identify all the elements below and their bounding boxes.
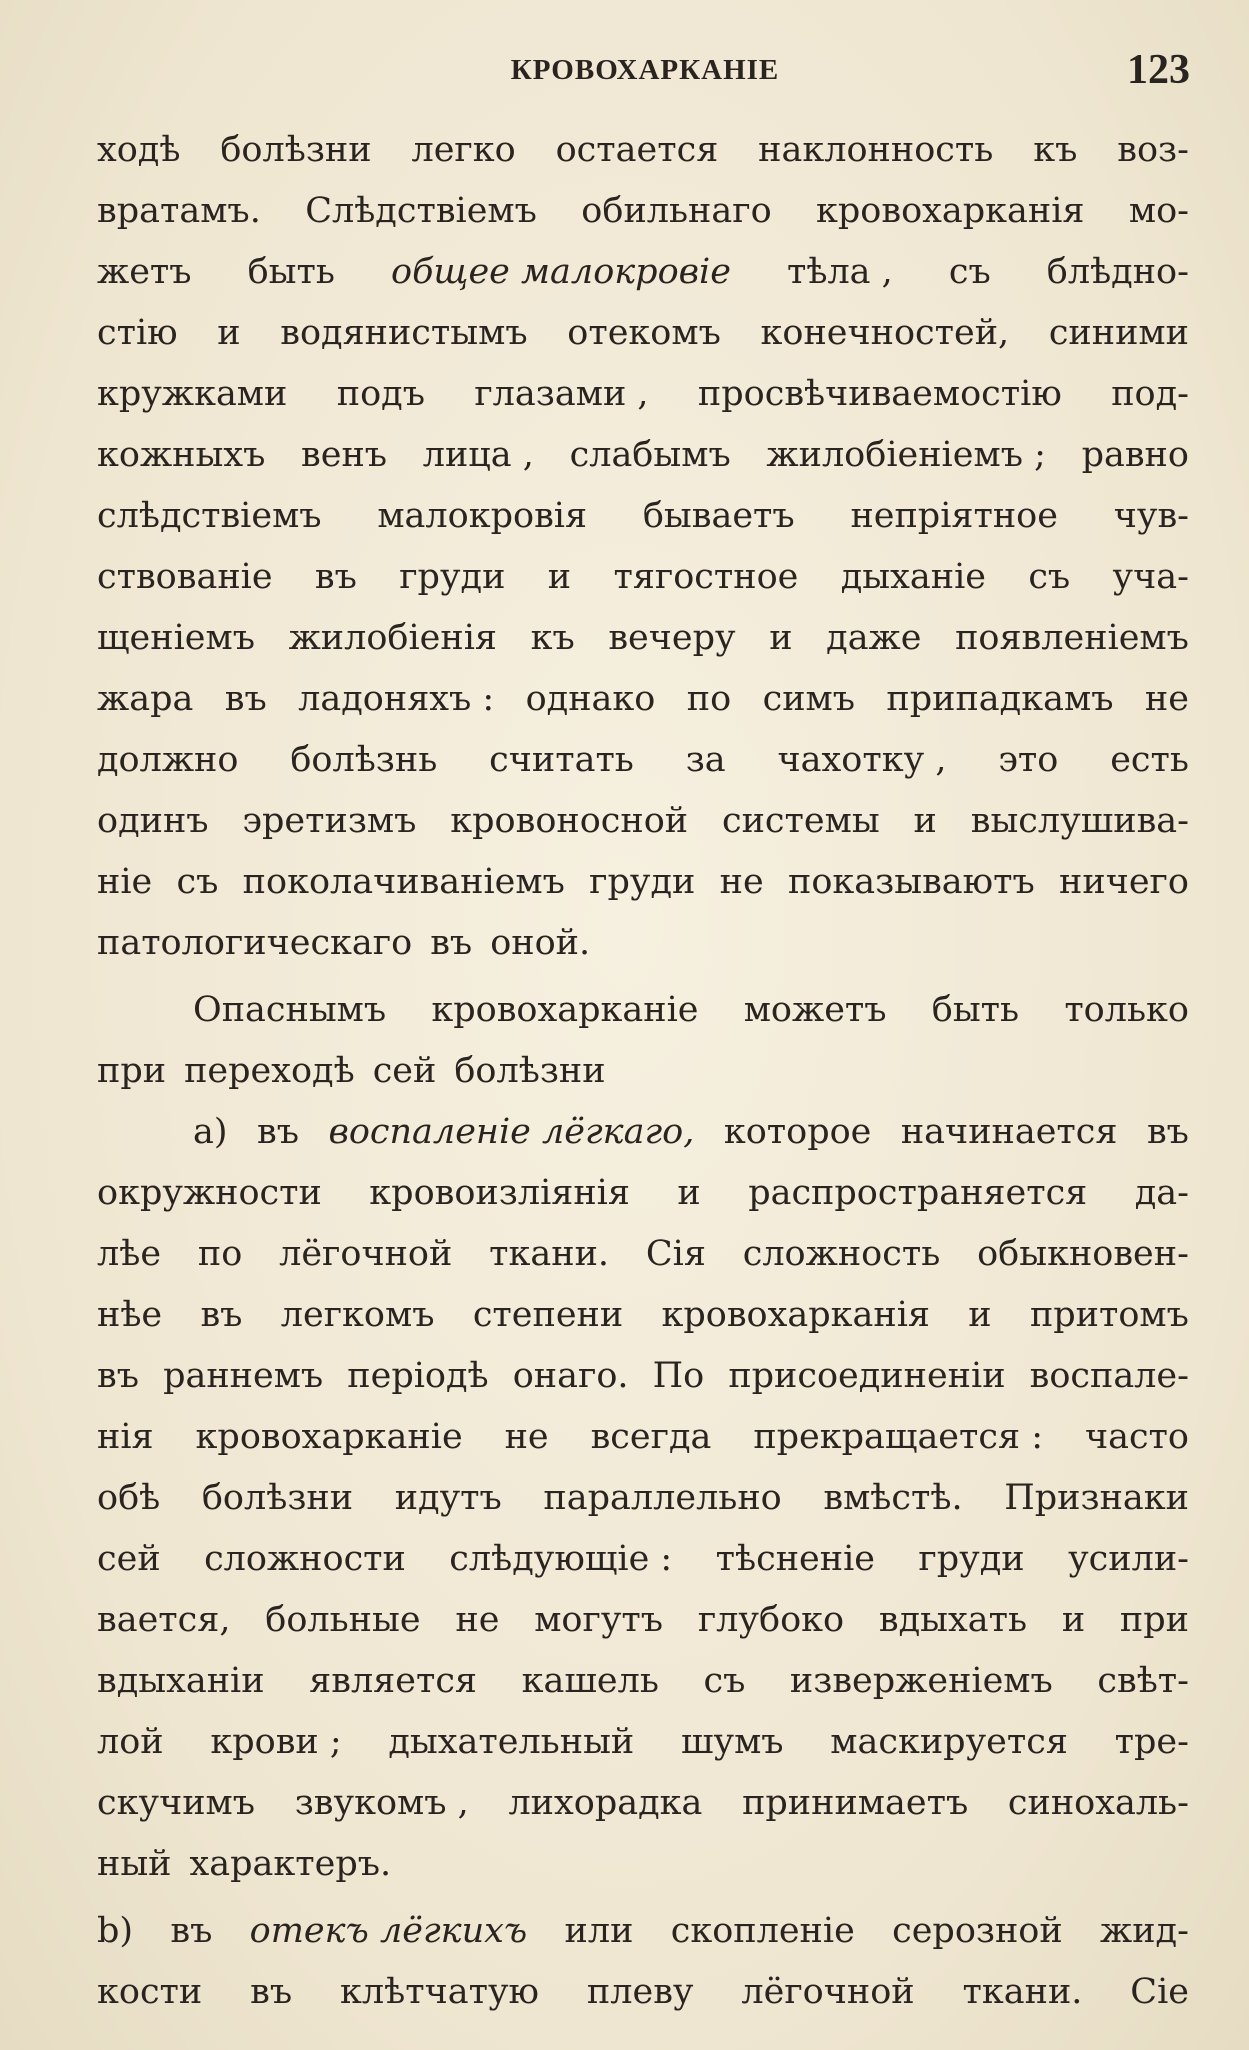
- word: параллельно: [543, 1478, 782, 1518]
- word: поколачиваніемъ: [242, 862, 565, 902]
- word: которое: [723, 1112, 872, 1152]
- word: бываетъ: [642, 496, 795, 536]
- word: сей: [97, 1539, 161, 1579]
- word: можетъ: [743, 990, 887, 1030]
- page-number: 123: [1127, 47, 1190, 93]
- word: воспале-: [1029, 1356, 1189, 1396]
- italic-term: отекъ лёгкихъ: [249, 1911, 528, 1951]
- word: характеръ.: [189, 1844, 392, 1884]
- word: присоединеніи: [728, 1356, 1006, 1396]
- word: часто: [1084, 1417, 1189, 1457]
- word: въ: [170, 1911, 213, 1951]
- word: нія: [97, 1417, 154, 1457]
- word: скопленіе: [670, 1911, 855, 1951]
- word: венъ: [301, 435, 388, 475]
- text-line: [97, 1529, 1189, 1590]
- word: раннемъ: [163, 1356, 324, 1396]
- word: слѣдствіемъ: [97, 496, 322, 536]
- word: припадкамъ: [886, 679, 1114, 719]
- word: и: [677, 1173, 701, 1213]
- word: однако: [525, 679, 656, 719]
- text-line: [97, 486, 1189, 547]
- word: ный: [97, 1844, 172, 1884]
- word: не: [1144, 679, 1189, 719]
- word: стію: [97, 313, 178, 353]
- word: ткани.: [489, 1234, 610, 1274]
- word: должно: [97, 740, 239, 780]
- word: въ: [1146, 1112, 1189, 1152]
- word: лѣе: [97, 1234, 162, 1274]
- word: патологическаго: [97, 923, 413, 963]
- word: лой: [97, 1722, 164, 1762]
- text-line: [97, 1407, 1189, 1468]
- word: вдыханіи: [97, 1661, 265, 1701]
- word: лихорадка: [508, 1783, 703, 1823]
- word: въ: [314, 557, 357, 597]
- word: по: [686, 679, 732, 719]
- word: крови ;: [210, 1722, 342, 1762]
- word: болѣзни: [454, 1051, 606, 1091]
- word: жара: [97, 679, 194, 719]
- text-line: [97, 303, 1189, 364]
- word: оной.: [490, 923, 591, 963]
- word: съ: [703, 1661, 746, 1701]
- word: показываютъ: [788, 862, 1035, 902]
- word: отекомъ: [567, 313, 721, 353]
- word: быть: [931, 990, 1020, 1030]
- word: звукомъ ,: [294, 1783, 469, 1823]
- text-line: [97, 242, 1189, 303]
- text-line: [97, 1102, 1189, 1163]
- list-marker: а): [193, 1112, 228, 1152]
- word: тре-: [1114, 1722, 1189, 1762]
- word: системы: [721, 801, 880, 841]
- word: въ: [224, 679, 267, 719]
- word: равно: [1081, 435, 1189, 475]
- word: онаго.: [512, 1356, 629, 1396]
- word: дыханіе: [840, 557, 986, 597]
- word: къ: [530, 618, 575, 658]
- word: сложности: [204, 1539, 406, 1579]
- word: чахотку ,: [777, 740, 947, 780]
- word: или: [564, 1911, 634, 1951]
- word: подъ: [336, 374, 425, 414]
- word: просвѣчиваемостію: [697, 374, 1062, 414]
- word: наклонность: [758, 130, 994, 170]
- word: могутъ: [534, 1600, 664, 1640]
- word: больные: [265, 1600, 421, 1640]
- text-line: [97, 1901, 1189, 1962]
- word: обѣ: [97, 1478, 161, 1518]
- word: идутъ: [394, 1478, 502, 1518]
- word: кровохарканія: [816, 191, 1085, 231]
- word: уча-: [1112, 557, 1189, 597]
- word: всегда: [590, 1417, 712, 1457]
- word: лица ,: [422, 435, 534, 475]
- word: болѣзни: [201, 1478, 354, 1518]
- word: съ: [176, 862, 219, 902]
- word: Сія: [645, 1234, 706, 1274]
- word: глубоко: [697, 1600, 845, 1640]
- word: считать: [489, 740, 634, 780]
- word: болѣзни: [220, 130, 372, 170]
- word: въ: [97, 1356, 139, 1396]
- word: мо-: [1128, 191, 1189, 231]
- word: къ: [1033, 130, 1078, 170]
- word: начинается: [900, 1112, 1118, 1152]
- word: Сіе: [1130, 1972, 1189, 2012]
- word: даже: [826, 618, 922, 658]
- word: дыхательный: [388, 1722, 635, 1762]
- running-title: КРОВОХАРКАНІЕ: [510, 54, 780, 86]
- italic-term: воспаленіе лёгкаго,: [328, 1112, 695, 1152]
- word: кости: [97, 1972, 203, 2012]
- word: серозной: [892, 1911, 1063, 1951]
- word: Опаснымъ: [193, 990, 387, 1030]
- word: и: [769, 618, 793, 658]
- italic-term: общее малокровіе: [391, 252, 731, 292]
- text-line: [97, 1468, 1189, 1529]
- word: сей: [372, 1051, 437, 1091]
- word: одинъ: [97, 801, 209, 841]
- text-line: [97, 1346, 1189, 1407]
- word: ладоняхъ :: [298, 679, 495, 719]
- text-line: [97, 1651, 1189, 1712]
- word: не: [504, 1417, 549, 1457]
- text-line: [97, 669, 1189, 730]
- word: нѣе: [97, 1295, 163, 1335]
- text-line: [97, 181, 1189, 242]
- word: лёгочной: [279, 1234, 453, 1274]
- word: остается: [555, 130, 719, 170]
- word: тѣла ,: [786, 252, 893, 292]
- word: симъ: [762, 679, 856, 719]
- word: кровоизліянія: [369, 1173, 630, 1213]
- word: степени: [472, 1295, 624, 1335]
- text-line: [97, 730, 1189, 791]
- word: въ: [250, 1972, 293, 2012]
- word: кровохарканія: [661, 1295, 930, 1335]
- text-line: [97, 1834, 1189, 1895]
- text-line: [97, 1773, 1189, 1834]
- word: скучимъ: [97, 1783, 256, 1823]
- word: періодѣ: [347, 1356, 489, 1396]
- word: вратамъ.: [97, 191, 261, 231]
- word: съ: [1028, 557, 1071, 597]
- text-line: [97, 1962, 1189, 2023]
- word: при: [97, 1051, 167, 1091]
- text-line: [97, 364, 1189, 425]
- word: ніе: [97, 862, 153, 902]
- word: синими: [1048, 313, 1189, 353]
- text-line: [97, 120, 1189, 181]
- word: щеніемъ: [97, 618, 255, 658]
- word: вается,: [97, 1600, 231, 1640]
- word: выслушива-: [970, 801, 1189, 841]
- word: болѣзнь: [290, 740, 438, 780]
- word: маскируется: [830, 1722, 1068, 1762]
- word: легко: [411, 130, 516, 170]
- word: глазами ,: [474, 374, 649, 414]
- word: свѣт-: [1097, 1661, 1189, 1701]
- word: это: [998, 740, 1059, 780]
- word: кружками: [97, 374, 288, 414]
- word: малокровія: [377, 496, 588, 536]
- running-head: [100, 47, 1190, 98]
- body-text: [97, 120, 1189, 2023]
- word: тягостное: [613, 557, 799, 597]
- word: появленіемъ: [955, 618, 1189, 658]
- word: ходѣ: [97, 130, 181, 170]
- text-line: [97, 913, 1189, 974]
- word: принимаетъ: [742, 1783, 969, 1823]
- word: Признаки: [1004, 1478, 1189, 1518]
- word: обильнаго: [581, 191, 772, 231]
- word: синохаль-: [1007, 1783, 1189, 1823]
- word: водянистымъ: [280, 313, 528, 353]
- word: только: [1064, 990, 1189, 1030]
- word: конечностей,: [760, 313, 1010, 353]
- list-marker: b): [97, 1911, 134, 1951]
- text-line: [97, 1041, 1189, 1102]
- word: кожныхъ: [97, 435, 266, 475]
- word: съ: [948, 252, 991, 292]
- word: легкомъ: [280, 1295, 435, 1335]
- word: ткани.: [962, 1972, 1083, 2012]
- word: чув-: [1113, 496, 1189, 536]
- word: не: [455, 1600, 500, 1640]
- word: груди: [589, 862, 696, 902]
- word: и: [968, 1295, 992, 1335]
- word: плеву: [586, 1972, 694, 2012]
- word: не: [719, 862, 764, 902]
- word: и: [913, 801, 937, 841]
- word: слабымъ: [569, 435, 731, 475]
- word: кашель: [521, 1661, 659, 1701]
- word: и: [1061, 1600, 1086, 1640]
- word: жилобіеніемъ ;: [766, 435, 1046, 475]
- word: вмѣстѣ.: [823, 1478, 963, 1518]
- word: прекращается :: [753, 1417, 1043, 1457]
- word: эретизмъ: [242, 801, 417, 841]
- word: распространяется: [748, 1173, 1088, 1213]
- word: обыкновен-: [977, 1234, 1189, 1274]
- text-line: [97, 1285, 1189, 1346]
- word: и: [547, 557, 572, 597]
- word: воз-: [1117, 130, 1189, 170]
- word: притомъ: [1029, 1295, 1189, 1335]
- word: по: [197, 1234, 243, 1274]
- word: жид-: [1100, 1911, 1189, 1951]
- word: тѣсненіе: [715, 1539, 875, 1579]
- text-line: [97, 980, 1189, 1041]
- word: вдыхать: [878, 1600, 1028, 1640]
- word: блѣдно-: [1046, 252, 1189, 292]
- word: въ: [430, 923, 473, 963]
- word: ствованіе: [97, 557, 273, 597]
- word: груди: [399, 557, 506, 597]
- word: въ: [257, 1112, 299, 1152]
- text-line: [97, 1590, 1189, 1651]
- word: под-: [1111, 374, 1189, 414]
- text-line: [97, 1163, 1189, 1224]
- word: есть: [1110, 740, 1189, 780]
- text-line: [97, 425, 1189, 486]
- word: груди: [918, 1539, 1025, 1579]
- word: изверженіемъ: [789, 1661, 1053, 1701]
- word: окружности: [97, 1173, 322, 1213]
- word: кровоносной: [450, 801, 689, 841]
- word: кровохарканіе: [195, 1417, 463, 1457]
- text-line: [97, 791, 1189, 852]
- word: жетъ: [97, 252, 192, 292]
- word: ничего: [1059, 862, 1189, 902]
- word: непріятное: [850, 496, 1058, 536]
- word: является: [309, 1661, 478, 1701]
- word: По: [652, 1356, 705, 1396]
- word: усили-: [1068, 1539, 1189, 1579]
- text-line: [97, 547, 1189, 608]
- text-line: [97, 852, 1189, 913]
- word: жилобіенія: [288, 618, 497, 658]
- word: переходѣ: [184, 1051, 355, 1091]
- word: кровохарканіе: [431, 990, 699, 1030]
- word: клѣтчатую: [340, 1972, 540, 2012]
- text-line: [97, 608, 1189, 669]
- word: сложность: [742, 1234, 941, 1274]
- word: лёгочной: [741, 1972, 915, 2012]
- text-line: [97, 1224, 1189, 1285]
- word: шумъ: [680, 1722, 784, 1762]
- text-line: [97, 1712, 1189, 1773]
- word: Слѣдствіемъ: [305, 191, 537, 231]
- word: слѣдующіе :: [449, 1539, 673, 1579]
- word: да-: [1134, 1173, 1189, 1213]
- word: при: [1119, 1600, 1189, 1640]
- word: быть: [247, 252, 335, 292]
- word: въ: [200, 1295, 243, 1335]
- word: за: [685, 740, 726, 780]
- word: вечеру: [608, 618, 736, 658]
- word: и: [217, 313, 241, 353]
